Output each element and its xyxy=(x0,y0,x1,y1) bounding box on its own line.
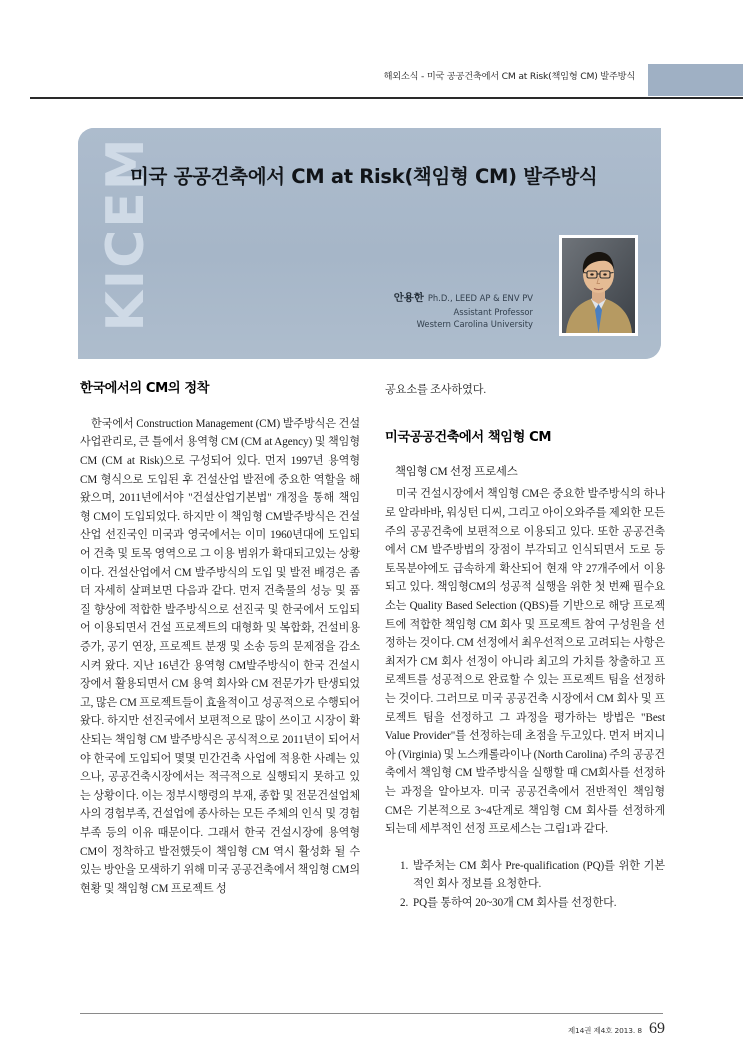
footer-issue-info: 제14권 제4호 2013. 8 xyxy=(568,1026,642,1035)
author-block xyxy=(333,291,533,330)
page-footer xyxy=(0,1013,743,1043)
kicem-watermark: KICEM xyxy=(96,136,156,332)
footer-content xyxy=(568,1020,665,1038)
process-step-list xyxy=(385,857,665,913)
author-position: Assistant Professor xyxy=(453,307,533,318)
right-subsection-heading: 책임형 CM 선정 프로세스 xyxy=(395,466,518,479)
left-column xyxy=(80,381,360,898)
left-section-heading: 한국에서의 CM의 정착 xyxy=(80,381,210,396)
author-credentials: Ph.D., LEED AP & ENV PV xyxy=(427,293,533,303)
right-section-heading: 미국공공건축에서 책임형 CM xyxy=(385,429,552,445)
footer-page-number: 69 xyxy=(649,1020,665,1037)
right-body-paragraph: 미국 건설시장에서 책임형 CM은 중요한 발주방식의 하나로 알라바바, 워싱턴 디씨, 그리고 아이오와주를 제외한 모든 주의 공공건축에 보편적으로 이용되고 있다. 또한 공공건축에서 CM 발주방법의 장점이 부각되고 인식되면서 도로 등 토목분야에도 급속하게 확산되어 현재 약 27개주에서 이용되고 있다. 책임형CM의 성공적 실행을 위한 첫 번째 필수요소는 Quality Based Selection (QBS)를 기반으로 해당 프로젝트에 적합한 책임형 CM 회사 및 프로젝트 참여 구성원을 선정하는 것이다. CM 선정에서 최우선적으로 고려되는 사항은 최저가 CM 회사 선정이 아니라 최고의 가치를 창출하고 프로젝트를 성공적으로 완료할 수 있는 프로젝트 팀을 선정하는 것이다. 그러므로 미국 공공건축 시장에서 CM 회사 및 프로젝트 팀을 선정하고 그 과정을 평가하는 방법은 "Best Value Provider"를 선정하는데 초점을 두고있다. 먼저 버지니아 (Virginia) 및 노스캐롤라이나 (North Carolina) 주의 공공건축에서 책임형 CM 발주방식을 실행할 때 CM회사를 선정하는 과정을 알아보자. 미국 공공건축에서 전반적인 책임형 CM은 기본적으로 3~4단계로 책임형 CM 회사를 선정하게 되는데 세부적인 선정 프로세스는 그림1과 같다. xyxy=(385,488,666,836)
author-affiliation: Western Carolina University xyxy=(416,319,533,330)
list-item: 2. PQ를 통하여 20~30개 CM 회사를 선정한다. xyxy=(411,894,665,913)
right-column xyxy=(385,381,665,913)
left-body-paragraph: 한국에서 Construction Management (CM) 발주방식은 건설사업관리로, 큰 틀에서 용역형 CM (CM at Agency) 및 책임형 CM (CM at Risk)으로 구성되어 있다. 먼저 1997년 용역형 CM 형식으로 도입된 후 건설산업 발전에 중요한 역할을 해왔으며, 2011년에서야 "건설산업기본법" 개정을 통해 책임형 CM이 도입되었다. 하지만 이 책임형 CM발주방식은 건설산업 선진국인 미국과 영국에서는 이미 1960년대에 도입되어 건축 및 토목 영역으로 그 이용 범위가 확대되고있는 상황이다. 건설산업에서 CM 발주방식의 도입 및 발전 배경은 좀 더 자세히 살펴보면 다음과 같다. 먼저 건축물의 성능 및 품질 향상에 적합한 발주방식으로 선진국 및 한국에서 도입되어 이용되면서 건설 프로젝트의 대형화 및 복합화, 건설비용 증가, 공기 연장, 프로젝트 분쟁 및 소송 등의 문제점을 감소시켜 왔다. 지난 16년간 용역형 CM발주방식이 한국 건설시장에서 활용되면서 CM 용역 회사와 CM 전문가가 탄생되었고, 많은 CM 프로젝트들이 효율적이고 성공적으로 수행되어 왔다. 하지만 선진국에서 보편적으로 많이 쓰이고 시장이 확산되는 책임형 CM 발주방식은 공식적으로 2011년이 되어서야 한국에 도입되어 몇몇 민간건축 사업에 적용한 사례는 있으나, 공공건축시장에서는 적극적으로 실행되지 못하고 있는 상황이다. 이는 정부시행령의 부재, 종합 및 전문건설업체사의 경험부족, 건설업에 종사하는 모든 주체의 인식 및 경험부족 등의 이유 때문이다. 그래서 한국 건설시장에 용역형 CM이 정착하고 발전했듯이 책임형 CM 역시 활성화 될 수 있는 방안을 모색하기 위해 미국 공공건축에서 책임형 CM의 현황 및 책임형 CM 프로젝트 성 xyxy=(80,417,360,895)
running-header xyxy=(0,66,743,98)
right-continuation-paragraph: 공요소를 조사하였다. xyxy=(385,384,487,396)
footer-rule xyxy=(80,1013,663,1014)
author-portrait-photo xyxy=(562,238,635,333)
running-header-text: 해외소식 - 미국 공공건축에서 CM at Risk(책임형 CM) 발주방식 xyxy=(383,71,635,82)
page-title: 미국 공공건축에서 CM at Risk(책임형 CM) 발주방식 xyxy=(130,165,598,188)
title-banner xyxy=(78,128,661,359)
author-name: 안용한 xyxy=(393,292,424,304)
header-color-tab xyxy=(648,64,743,96)
header-rule xyxy=(30,97,743,99)
list-item: 1. 발주처는 CM 회사 Pre-qualification (PQ)를 위한 기본적인 회사 정보를 요청한다. xyxy=(411,857,665,894)
author-name-line xyxy=(333,291,533,306)
author-photo-frame xyxy=(559,235,638,336)
